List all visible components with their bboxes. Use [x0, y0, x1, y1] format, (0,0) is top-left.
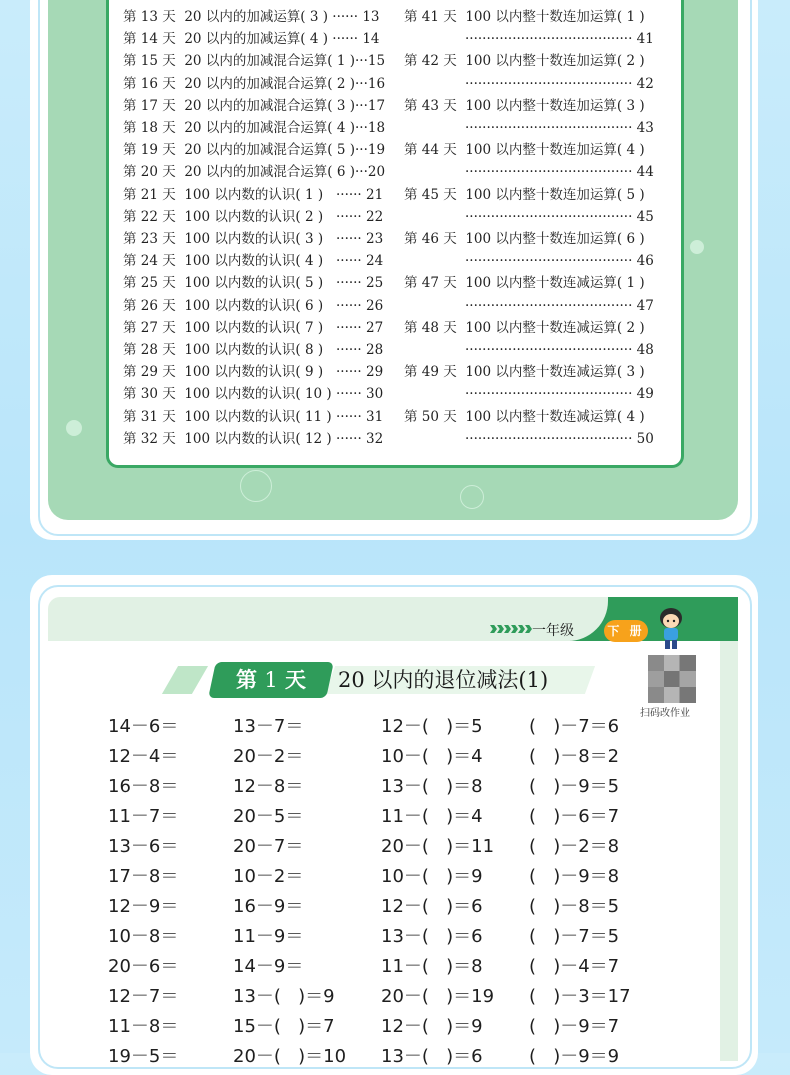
exercise-item[interactable]: ( )－6＝7: [529, 806, 620, 827]
exercise-item[interactable]: 15－( )＝7: [233, 1016, 335, 1037]
toc-entry[interactable]: 第 26 天 100 以内数的认识( 6 ) ······ 26: [123, 297, 384, 314]
exercise-item[interactable]: ( )－9＝8: [529, 866, 620, 887]
toc-entry[interactable]: 第 46 天 100 以内整十数连加运算( 6 ): [404, 231, 645, 247]
exercise-item[interactable]: 17－8＝: [108, 866, 179, 887]
toc-page-leader: ······································· 49: [465, 386, 654, 403]
toc-entry[interactable]: 第 41 天 100 以内整十数连加运算( 1 ): [404, 9, 645, 25]
exercise-item[interactable]: ( )－9＝7: [529, 1016, 620, 1037]
exercise-item[interactable]: 13－( )＝9: [233, 986, 335, 1007]
toc-entry[interactable]: 第 21 天 100 以内数的认识( 1 ) ······ 21: [123, 186, 384, 203]
exercise-item[interactable]: 19－5＝: [108, 1046, 179, 1067]
toc-page-leader: ······································· 41: [465, 31, 654, 48]
toc-entry[interactable]: 第 31 天 100 以内数的认识( 11 ) ······ 31: [123, 408, 384, 425]
toc-entry[interactable]: 第 29 天 100 以内数的认识( 9 ) ······ 29: [123, 364, 384, 381]
exercise-item[interactable]: 16－9＝: [233, 896, 304, 917]
toc-entry[interactable]: 第 28 天 100 以内数的认识( 8 ) ······ 28: [123, 342, 384, 358]
toc-entry[interactable]: 第 13 天 20 以内的加减运算( 3 ) ······ 13: [123, 9, 380, 25]
exercise-item[interactable]: 10－( )＝4: [381, 746, 483, 767]
exercise-item[interactable]: 20－( )＝10: [233, 1046, 347, 1067]
grade-label: 一年级: [532, 623, 574, 639]
exercise-item[interactable]: ( )－3＝17: [529, 986, 631, 1007]
toc-entry[interactable]: 第 23 天 100 以内数的认识( 3 ) ······ 23: [123, 231, 384, 247]
toc-page-leader: ······································· 42: [465, 75, 654, 92]
qr-caption: 扫码改作业: [640, 708, 690, 719]
exercise-item[interactable]: 12－9＝: [108, 896, 179, 917]
decor-circle-icon: [460, 485, 484, 509]
exercise-item[interactable]: 12－4＝: [108, 746, 179, 767]
exercise-item[interactable]: 10－2＝: [233, 866, 304, 887]
exercise-item[interactable]: ( )－7＝6: [529, 716, 620, 737]
exercise-item[interactable]: 14－6＝: [108, 716, 179, 737]
toc-entry[interactable]: 第 19 天 20 以内的加减混合运算( 5 )···19: [123, 142, 386, 159]
decor-circle-icon: [690, 240, 704, 254]
decor-circle-icon: [240, 470, 272, 502]
decor-circle-icon: [66, 420, 82, 436]
exercise-item[interactable]: 11－9＝: [233, 926, 304, 947]
toc-page-leader: ······································· 45: [465, 208, 654, 225]
exercise-item[interactable]: 14－9＝: [233, 956, 304, 977]
exercise-item[interactable]: 10－8＝: [108, 926, 179, 947]
exercise-item[interactable]: 13－( )＝6: [381, 926, 483, 947]
exercise-item[interactable]: 20－2＝: [233, 746, 304, 767]
day-number: 1: [264, 668, 278, 692]
day-suffix: 天: [285, 668, 306, 692]
exercise-item[interactable]: 20－( )＝19: [381, 986, 495, 1007]
exercise-item[interactable]: 12－7＝: [108, 986, 179, 1007]
exercise-item[interactable]: 20－7＝: [233, 836, 304, 857]
exercise-item[interactable]: 20－6＝: [108, 956, 179, 977]
exercise-item[interactable]: ( )－8＝2: [529, 746, 620, 767]
exercise-item[interactable]: 11－( )＝8: [381, 956, 483, 977]
exercise-item[interactable]: 10－( )＝9: [381, 866, 483, 887]
toc-entry[interactable]: 第 27 天 100 以内数的认识( 7 ) ······ 27: [123, 319, 384, 336]
exercise-item[interactable]: 13－( )＝6: [381, 1046, 483, 1067]
toc-entry[interactable]: 第 14 天 20 以内的加减运算( 4 ) ······ 14: [123, 31, 380, 48]
exercise-item[interactable]: 11－8＝: [108, 1016, 179, 1037]
exercise-item[interactable]: 13－7＝: [233, 716, 304, 737]
exercise-item[interactable]: 20－5＝: [233, 806, 304, 827]
boy-mascot-icon: [654, 606, 688, 652]
toc-page-leader: ······································· 43: [465, 120, 654, 136]
qr-code-image[interactable]: [648, 655, 696, 703]
exercise-item[interactable]: 12－( )＝5: [381, 716, 483, 737]
exercise-item[interactable]: 12－8＝: [233, 776, 304, 797]
toc-page-leader: ······································· 44: [465, 164, 654, 181]
exercise-item[interactable]: ( )－8＝5: [529, 896, 620, 917]
day-prefix: 第: [236, 668, 257, 692]
toc-entry[interactable]: 第 17 天 20 以内的加减混合运算( 3 )···17: [123, 97, 386, 114]
volume-badge: 下 册: [604, 620, 648, 642]
toc-entry[interactable]: 第 15 天 20 以内的加减混合运算( 1 )···15: [123, 53, 386, 70]
exercise-item[interactable]: 12－( )＝6: [381, 896, 483, 917]
toc-entry[interactable]: 第 44 天 100 以内整十数连加运算( 4 ): [404, 142, 645, 159]
exercise-item[interactable]: ( )－4＝7: [529, 956, 620, 977]
toc-box: [106, 0, 684, 468]
toc-page-leader: ······································· 48: [465, 342, 654, 358]
toc-entry[interactable]: 第 48 天 100 以内整十数连减运算( 2 ): [404, 319, 645, 336]
toc-entry[interactable]: 第 24 天 100 以内数的认识( 4 ) ······ 24: [123, 253, 384, 270]
lesson-title: 20 以内的退位减法(1): [338, 668, 549, 692]
day-label: [212, 662, 330, 698]
exercise-item[interactable]: 16－8＝: [108, 776, 179, 797]
toc-entry[interactable]: 第 43 天 100 以内整十数连加运算( 3 ): [404, 97, 645, 114]
exercise-item[interactable]: 11－( )＝4: [381, 806, 483, 827]
exercise-item[interactable]: ( )－2＝8: [529, 836, 620, 857]
exercise-item[interactable]: 11－7＝: [108, 806, 179, 827]
toc-entry[interactable]: 第 22 天 100 以内数的认识( 2 ) ······ 22: [123, 208, 384, 225]
toc-entry[interactable]: 第 45 天 100 以内整十数连加运算( 5 ): [404, 186, 645, 203]
exercise-item[interactable]: 20－( )＝11: [381, 836, 495, 857]
toc-entry[interactable]: 第 20 天 20 以内的加减混合运算( 6 )···20: [123, 164, 386, 181]
exercise-item[interactable]: ( )－9＝9: [529, 1046, 620, 1067]
toc-entry[interactable]: 第 32 天 100 以内数的认识( 12 ) ······ 32: [123, 430, 384, 447]
toc-entry[interactable]: 第 42 天 100 以内整十数连加运算( 2 ): [404, 53, 645, 70]
toc-page-leader: ······································· 46: [465, 253, 654, 270]
exercise-item[interactable]: 12－( )＝9: [381, 1016, 483, 1037]
exercise-item[interactable]: ( )－7＝5: [529, 926, 620, 947]
toc-entry[interactable]: 第 16 天 20 以内的加减混合运算( 2 )···16: [123, 75, 386, 92]
exercise-item[interactable]: ( )－9＝5: [529, 776, 620, 797]
toc-entry[interactable]: 第 47 天 100 以内整十数连减运算( 1 ): [404, 275, 645, 292]
toc-entry[interactable]: 第 25 天 100 以内数的认识( 5 ) ······ 25: [123, 275, 384, 292]
toc-entry[interactable]: 第 50 天 100 以内整十数连减运算( 4 ): [404, 408, 645, 425]
page-side-strip: [720, 641, 738, 1061]
exercise-item[interactable]: 13－( )＝8: [381, 776, 483, 797]
toc-page-leader: ······································· 50: [465, 430, 654, 447]
toc-entry[interactable]: 第 18 天 20 以内的加减混合运算( 4 )···18: [123, 120, 386, 136]
toc-page-leader: ······································· 47: [465, 297, 654, 314]
exercise-item[interactable]: 13－6＝: [108, 836, 179, 857]
toc-entry[interactable]: 第 49 天 100 以内整十数连减运算( 3 ): [404, 364, 645, 381]
toc-entry[interactable]: 第 30 天 100 以内数的认识( 10 ) ······ 30: [123, 386, 384, 403]
